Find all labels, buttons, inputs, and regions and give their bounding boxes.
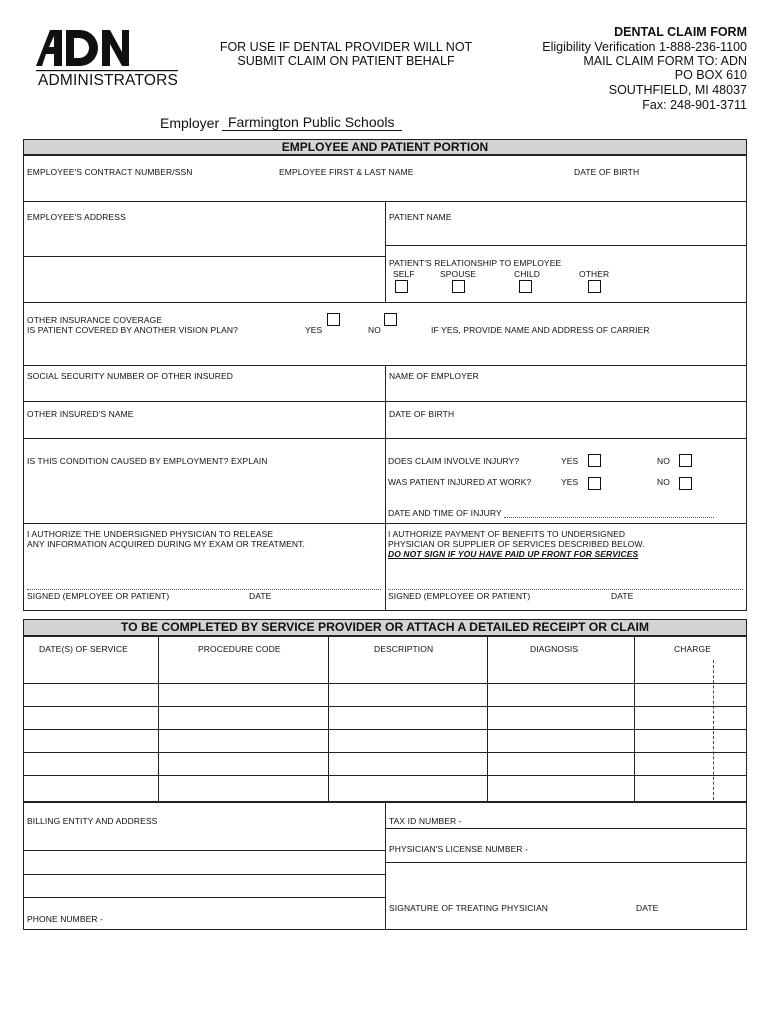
employee-signature-release-line[interactable] bbox=[27, 589, 381, 590]
rel-spouse-label: SPOUSE bbox=[440, 269, 477, 279]
adn-logo bbox=[32, 28, 182, 90]
carrier-field[interactable] bbox=[24, 338, 746, 364]
rel-spouse-checkbox[interactable] bbox=[452, 280, 465, 293]
other-insured-name-field[interactable] bbox=[24, 420, 384, 437]
billing-entity-label: BILLING ENTITY AND ADDRESS bbox=[27, 816, 158, 826]
work-no-label: NO bbox=[657, 477, 670, 487]
col-procedure-code: PROCEDURE CODE bbox=[198, 644, 281, 654]
service-row[interactable] bbox=[24, 776, 746, 801]
employer-name-label: NAME OF EMPLOYER bbox=[389, 371, 479, 381]
fax-number: Fax: 248-901-3711 bbox=[642, 98, 747, 112]
employee-dob-field[interactable] bbox=[570, 178, 746, 200]
injury-no-checkbox[interactable] bbox=[679, 454, 692, 467]
injury-yes-checkbox[interactable] bbox=[588, 454, 601, 467]
col-description: DESCRIPTION bbox=[374, 644, 434, 654]
service-row[interactable] bbox=[24, 730, 746, 751]
injury-yes-label: YES bbox=[561, 456, 579, 466]
section-provider-header: TO BE COMPLETED BY SERVICE PROVIDER OR ATTACH A DETAILED RECEIPT OR CLAIM bbox=[23, 619, 747, 636]
other-ins-yes-checkbox[interactable] bbox=[327, 313, 340, 326]
employee-dob-label: DATE OF BIRTH bbox=[574, 167, 640, 177]
logo-word: ADMINISTRATORS bbox=[38, 72, 179, 89]
other-insurance-label: OTHER INSURANCE COVERAGE bbox=[27, 315, 163, 325]
physician-signature-field[interactable] bbox=[386, 864, 746, 900]
signed-release-date-label: DATE bbox=[249, 591, 272, 601]
other-ins-yes-label: YES bbox=[305, 325, 323, 335]
phone-number-field[interactable] bbox=[100, 900, 384, 928]
section-employee-patient-header: EMPLOYEE AND PATIENT PORTION bbox=[23, 139, 747, 155]
employee-signature-payment-line[interactable] bbox=[388, 589, 743, 590]
contract-number-field[interactable] bbox=[24, 178, 274, 200]
rel-other-checkbox[interactable] bbox=[588, 280, 601, 293]
rel-child-checkbox[interactable] bbox=[519, 280, 532, 293]
service-row[interactable] bbox=[24, 707, 746, 728]
col-date-of-service: DATE(S) OF SERVICE bbox=[39, 644, 128, 654]
phone-number-label: PHONE NUMBER - bbox=[27, 914, 104, 924]
rel-self-label: SELF bbox=[393, 269, 415, 279]
eligibility-phone: Eligibility Verification 1-888-236-1100 bbox=[542, 40, 747, 54]
employer-name-field[interactable] bbox=[386, 382, 746, 400]
work-yes-checkbox[interactable] bbox=[588, 477, 601, 490]
po-box: PO BOX 610 bbox=[674, 68, 747, 82]
employment-cause-label: IS THIS CONDITION CAUSED BY EMPLOYMENT? EXPLAIN bbox=[27, 456, 268, 466]
injury-date-field[interactable] bbox=[504, 517, 714, 518]
col-charge: CHARGE bbox=[674, 644, 711, 654]
tax-id-field[interactable] bbox=[462, 804, 746, 827]
injury-question: DOES CLAIM INVOLVE INJURY? bbox=[388, 456, 520, 466]
employer-field[interactable]: Farmington Public Schools bbox=[222, 114, 402, 131]
employer-label: Employer bbox=[160, 115, 220, 131]
service-row[interactable] bbox=[24, 660, 746, 682]
work-no-checkbox[interactable] bbox=[679, 477, 692, 490]
other-ins-no-checkbox[interactable] bbox=[384, 313, 397, 326]
relationship-label: PATIENT'S RELATIONSHIP TO EMPLOYEE bbox=[389, 258, 562, 268]
service-row[interactable] bbox=[24, 753, 746, 774]
mail-to: MAIL CLAIM FORM TO: ADN bbox=[583, 54, 747, 68]
rel-child-label: CHILD bbox=[514, 269, 541, 279]
service-row[interactable] bbox=[24, 684, 746, 705]
physician-date-label: DATE bbox=[636, 903, 659, 913]
patient-name-field[interactable] bbox=[386, 224, 746, 244]
physician-signature-label: SIGNATURE OF TREATING PHYSICIAN bbox=[389, 903, 548, 913]
license-number-label: PHYSICIAN'S LICENSE NUMBER - bbox=[389, 844, 529, 854]
col-diagnosis: DIAGNOSIS bbox=[530, 644, 579, 654]
work-injury-question: WAS PATIENT INJURED AT WORK? bbox=[388, 477, 532, 487]
employee-address-field-2[interactable] bbox=[24, 257, 384, 301]
work-yes-label: YES bbox=[561, 477, 579, 487]
form-title: DENTAL CLAIM FORM bbox=[614, 25, 747, 39]
contract-number-label: EMPLOYEE'S CONTRACT NUMBER/SSN bbox=[27, 167, 193, 177]
patient-name-label: PATIENT NAME bbox=[389, 212, 452, 222]
signed-release-label: SIGNED (EMPLOYEE OR PATIENT) bbox=[27, 591, 170, 601]
other-ins-no-label: NO bbox=[368, 325, 381, 335]
other-ssn-label: SOCIAL SECURITY NUMBER OF OTHER INSURED bbox=[27, 371, 234, 381]
other-dob-label: DATE OF BIRTH bbox=[389, 409, 455, 419]
auth-release-line2: ANY INFORMATION ACQUIRED DURING MY EXAM OR TREATMENT. bbox=[27, 539, 305, 549]
city-zip: SOUTHFIELD, MI 48037 bbox=[608, 83, 747, 97]
other-dob-field[interactable] bbox=[386, 420, 746, 437]
employment-explain-field[interactable] bbox=[24, 468, 384, 522]
header-note-line1: FOR USE IF DENTAL PROVIDER WILL NOT bbox=[219, 40, 473, 54]
employee-address-field[interactable] bbox=[24, 224, 384, 255]
employee-name-label: EMPLOYEE FIRST & LAST NAME bbox=[279, 167, 414, 177]
auth-payment-warning: DO NOT SIGN IF YOU HAVE PAID UP FRONT FOR SERVICES bbox=[388, 549, 639, 559]
signed-payment-date-label: DATE bbox=[611, 591, 634, 601]
auth-payment-line1: I AUTHORIZE PAYMENT OF BENEFITS TO UNDERSIGNED bbox=[388, 529, 626, 539]
billing-entity-field[interactable] bbox=[24, 828, 384, 897]
injury-no-label: NO bbox=[657, 456, 670, 466]
employee-name-field[interactable] bbox=[276, 178, 566, 200]
license-number-field[interactable] bbox=[535, 830, 746, 861]
rel-other-label: OTHER bbox=[579, 269, 610, 279]
other-plan-question: IS PATIENT COVERED BY ANOTHER VISION PLAN? bbox=[27, 325, 238, 335]
injury-date-label: DATE AND TIME OF INJURY bbox=[388, 508, 502, 518]
employee-address-label: EMPLOYEE'S ADDRESS bbox=[27, 212, 126, 222]
auth-release-line1: I AUTHORIZE THE UNDERSIGNED PHYSICIAN TO RELEASE bbox=[27, 529, 274, 539]
header-note-line2: SUBMIT CLAIM ON PATIENT BEHALF bbox=[237, 54, 455, 68]
tax-id-label: TAX ID NUMBER - bbox=[389, 816, 462, 826]
carrier-instructions: IF YES, PROVIDE NAME AND ADDRESS OF CARRIER bbox=[431, 325, 650, 335]
auth-payment-line2: PHYSICIAN OR SUPPLIER OF SERVICES DESCRIBED BELOW. bbox=[388, 539, 645, 549]
other-ssn-field[interactable] bbox=[24, 382, 384, 400]
signed-payment-label: SIGNED (EMPLOYEE OR PATIENT) bbox=[388, 591, 531, 601]
other-insured-name-label: OTHER INSURED'S NAME bbox=[27, 409, 134, 419]
rel-self-checkbox[interactable] bbox=[395, 280, 408, 293]
